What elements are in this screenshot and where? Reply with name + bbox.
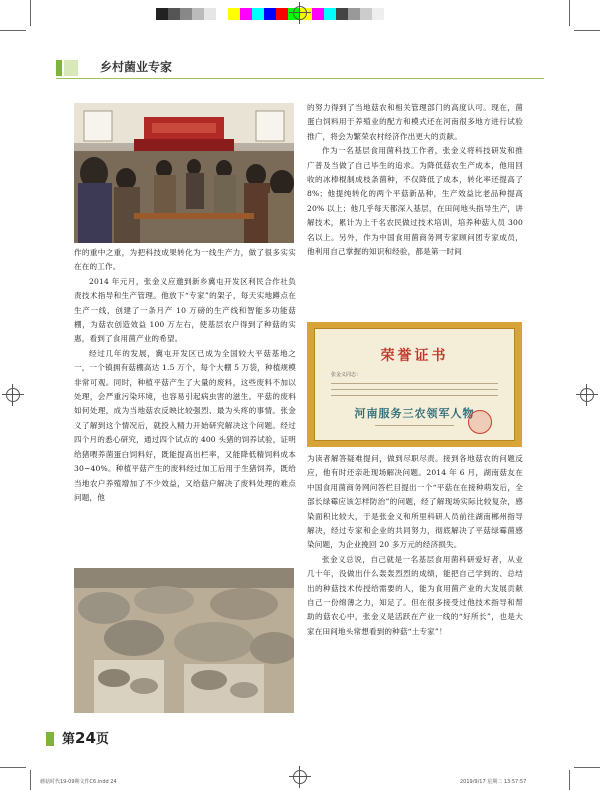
certificate-text-line <box>375 425 454 426</box>
page-number-value: 24 <box>75 729 96 747</box>
paragraph: 的努力得到了当地菇农和相关管理部门的高度认可。现在，菌蛋白饲料用于养殖业的配方和模式还在河南很多地方进行试验推广，将会为繁荣农村经济作出更大的贡献。 <box>307 103 523 141</box>
crop-mark <box>574 30 600 31</box>
crop-mark <box>574 767 600 768</box>
color-swatch <box>156 8 168 20</box>
certificate-title: 荣誉证书 <box>380 348 449 364</box>
color-swatch <box>192 8 204 20</box>
registration-mark-bottom <box>289 766 311 788</box>
section-header-title: 乡村菌业专家 <box>100 60 173 74</box>
paragraph: 作的重中之重，为把科技成果转化为一线生产力，做了很多实实在在的工作。 <box>74 248 296 272</box>
color-swatch <box>180 8 192 20</box>
registration-mark-left <box>2 384 24 406</box>
print-slug-timestamp: 2019/9/17 星期二 13:57:57 <box>460 779 527 785</box>
paragraph: 2014 年元月，张金义应邀到新乡冀屯开发区利民合作社负责技术指导和生产管理。他放下“专家”的架子，每天实地蹲点在生产一线，创建了一条月产 10 万磅的生产线和智能多功能菇棚，为菇农创造效益 100 万左右，使基层农户得到了种菇的实惠，看到了食用菌产业的希望。 <box>74 276 296 344</box>
color-swatch <box>312 8 324 20</box>
training-meeting-photo <box>74 103 294 243</box>
color-swatch <box>384 8 396 20</box>
certificate-text-line <box>331 389 498 390</box>
color-swatch <box>336 8 348 20</box>
certificate-award-title: 河南服务三农领军人物 <box>354 407 475 420</box>
oyster-mushroom-photo <box>74 568 294 713</box>
right-column-text-bottom <box>307 452 523 639</box>
color-swatch <box>204 8 216 20</box>
registration-mark-top <box>289 2 311 24</box>
color-swatch <box>372 8 384 20</box>
color-swatch <box>360 8 372 20</box>
page-number-suffix: 页 <box>95 732 109 747</box>
print-slug-file: 蘑菇时代19-09期文件C6.indd 24 <box>40 779 117 785</box>
color-swatch <box>264 8 276 20</box>
right-column-text-top <box>307 101 523 259</box>
honor-certificate-image <box>307 322 522 447</box>
header-accent-bar <box>56 60 62 76</box>
registration-mark-right <box>576 384 598 406</box>
page-number-accent <box>46 732 54 746</box>
crop-mark <box>0 30 26 31</box>
paragraph: 张金义总说，自己就是一名基层食用菌科研爱好者，从业几十年，没做出什么轰轰烈烈的成绩，能把自己学到的、总结出的种菇技术传授给需要的人，能为食用菌产业的大发展贡献自己一份绵薄之力，知足了。但在很多接受过他技术指导和帮助的菇农心中，张金义是活跃在产业一线的“好所长”，也是大家在田间地头常想看到的种菇“土专家”！ <box>307 554 523 636</box>
color-swatch <box>252 8 264 20</box>
color-swatch <box>324 8 336 20</box>
page-number <box>62 728 109 747</box>
header-accent-bar-light <box>64 60 78 76</box>
header-divider <box>56 78 544 79</box>
certificate-recipient: 张金义同志： <box>331 372 362 378</box>
certificate-text-line <box>331 395 498 396</box>
left-column-text <box>74 246 296 505</box>
page-number-prefix: 第 <box>62 732 76 747</box>
color-swatch <box>240 8 252 20</box>
color-swatch <box>216 8 228 20</box>
certificate-seal <box>468 410 492 434</box>
crop-mark <box>569 770 570 790</box>
color-swatch <box>348 8 360 20</box>
crop-mark <box>569 0 570 26</box>
color-swatch <box>276 8 288 20</box>
crop-mark <box>30 0 31 26</box>
certificate-text-line <box>331 383 498 384</box>
paragraph: 为读者解答疑难提问，做到尽职尽责。接到各地菇农的问题反应，他有时还亲赴现场解决问题。2014 年 6 月，湖南菇友在中国食用菌商务网问答栏目提出一个“平菇在在接种萌发后，全部长绿霉应该怎样防治”的问题，经了解现场实际比较复杂，感染面积比较大，于是张金义和所里科研人员前往湖南郴州指导解决，经过专家和企业的共同努力，彻底解决了平菇绿霉菌感染问题，为企业挽回 20 多万元的经济损失。 <box>307 454 523 550</box>
color-swatch <box>168 8 180 20</box>
paragraph: 作为一名基层食用菌科技工作者，张金义将科技研发和推广普及当做了自己毕生的追求。为降低菇农生产成本，他用回收的冰棒棍制成枝条菌种，不仅降低了成本，转化率还提高了 8%；他提纯转化的两个平菇新品种，生产效益比老品种提高 20% 以上；他几乎每天都深入基层，在田间地头指导生产，讲解技术，累计为上千名农民做过技术培训，培养种菇人员 300 名以上。另外，作为中国食用菌商务网专家顾问团专家成员，他利用自己掌握的知识和经验，都是第一时间 <box>307 146 523 257</box>
paragraph: 经过几年的发展，冀屯开发区已成为全国较大平菇基地之一，一个镇拥有菇棚高达 1.5 万个，每个大棚 5 万袋，种植规模非常可观。同时，种植平菇产生了大量的废料，这些废料不加以处理，会严重污染环境，也容易引起病虫害的滋生。平菇的废料如何处理，成为当地菇农反映比较强烈、最为头疼的事情。张金义了解到这个情况后，就投入精力开始研究解决这个问题。经过四个月的悉心研究，通过四个试点的 400 头猪的饲养试验，证明给猪喂养菌蛋白饲料好，既能提高出栏率，又能降低精饲料成本 30~40%。种植平菇产生的废料经过加工后用于生猪饲养，既给当地农户养殖增加了不少效益，又给菇户解决了废料处理的难点问题，他 <box>74 348 296 502</box>
color-swatch <box>228 8 240 20</box>
crop-mark <box>0 767 26 768</box>
color-calibration-bar <box>156 8 396 20</box>
crop-mark <box>30 770 31 790</box>
